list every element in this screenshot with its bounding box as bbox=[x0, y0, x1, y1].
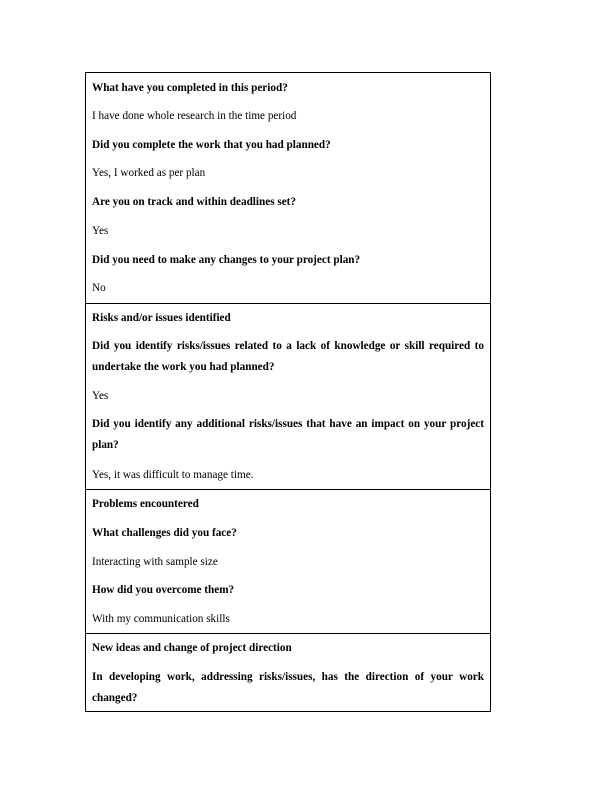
answer-additional-risks: Yes, it was difficult to manage time. bbox=[92, 469, 254, 481]
question-additional-risks: Did you identify any additional risks/issues that have an impact on your project plan? bbox=[92, 418, 484, 451]
question-completed-this-period: What have you completed in this period? bbox=[92, 82, 288, 94]
question-direction-changed: In developing work, addressing risks/issues, has the direction of your work changed? bbox=[92, 671, 484, 704]
section-problems-encountered bbox=[86, 489, 490, 633]
answer-complete-planned-work: Yes, I worked as per plan bbox=[92, 167, 206, 179]
question-on-track-deadlines: Are you on track and within deadlines set? bbox=[92, 196, 296, 208]
question-complete-planned-work: Did you complete the work that you had planned? bbox=[92, 139, 331, 151]
answer-challenges-faced: Interacting with sample size bbox=[92, 556, 218, 568]
question-overcome-challenges: How did you overcome them? bbox=[92, 584, 235, 596]
heading-risks-issues: Risks and/or issues identified bbox=[92, 312, 231, 324]
section-new-ideas bbox=[86, 633, 490, 711]
answer-completed-this-period: I have done whole research in the time period bbox=[92, 110, 297, 122]
heading-new-ideas: New ideas and change of project direction bbox=[92, 642, 292, 654]
section-risks-issues bbox=[86, 303, 490, 489]
question-risks-knowledge-skill: Did you identify risks/issues related to a lack of knowledge or skill required to undertake the work you had planned? bbox=[92, 340, 484, 373]
question-changes-project-plan: Did you need to make any changes to your project plan? bbox=[92, 254, 361, 266]
answer-risks-knowledge-skill: Yes bbox=[92, 390, 109, 402]
progress-report-table bbox=[85, 72, 491, 712]
question-challenges-faced: What challenges did you face? bbox=[92, 527, 237, 539]
answer-changes-project-plan: No bbox=[92, 282, 106, 294]
section-work-completed bbox=[86, 73, 490, 303]
answer-on-track-deadlines: Yes bbox=[92, 225, 109, 237]
heading-problems-encountered: Problems encountered bbox=[92, 498, 199, 510]
answer-overcome-challenges: With my communication skills bbox=[92, 613, 230, 625]
